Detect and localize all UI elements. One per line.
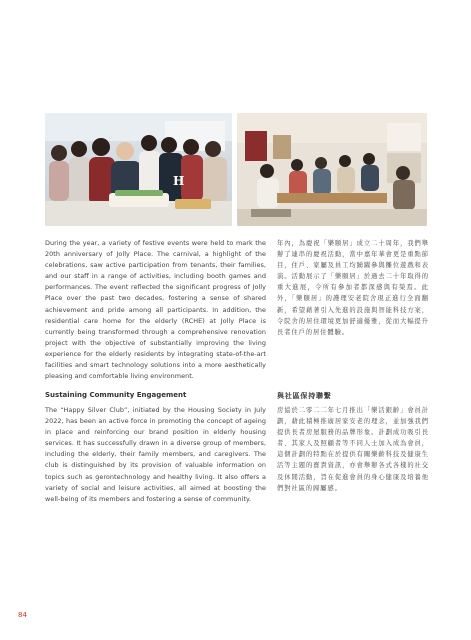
page-number: 84 (18, 611, 27, 619)
photo-celebration-cake (45, 113, 232, 226)
chinese-paragraph-club: 房協於二零二二年七月推出「樂活銀齡」會員計劃，藉此積極推廣居家安老的理念，並加強我們提供長者房屋服務的品牌形象。計劃成功吸引長者、其家人及照顧者等不同人士加入成為會員，這個計劃的特點在於提供有關樂齡科技及健康生活等主題的寶貴資訊，亦會舉辦各式各樣的社交及休閒活動，旨在促進會員的身心健康及培養他們對社區的歸屬感。 (277, 407, 429, 492)
chinese-section-heading: 與社區保持聯繫 (277, 392, 332, 400)
chinese-paragraph-anniversary: 年內，為慶祝「樂頤居」成立二十周年，我們舉辦了連串的慶祝活動，當中嘉年華會更是重點節目，住戶、家屬及員工均踴躍參與攤位遊戲和表演。活動展示了「樂頤居」於過去二十年取得的重大進展，令所有參加者都深感與有榮焉。此外，「樂頤居」的護理安老院舍現正進行全面翻新，希望藉著引入先進的設施與智能科技方案，令院舍的居住環境更加舒適優雅，從而大幅提升長者住戶的居住體驗。 (277, 240, 429, 336)
chinese-intro-column (277, 238, 429, 338)
english-community-column (45, 405, 266, 505)
photo-celebration-cake-image (45, 113, 232, 226)
chinese-community-column (277, 405, 429, 494)
english-paragraph-anniversary: During the year, a variety of festive events were held to mark the 20th anniversary of Jolly Place. The carnival, a highlight of the celebrations, saw active participation from tenants, their families, and our staff in a range of activities, including booth games and performances. The event reflected the significant progress of Jolly Place over the past two decades, fostering a sense of shared achievement and pride among all participants. In addition, the residential care home for the elderly (RCHE) at Jolly Place is currently being transformed through a comprehensive renovation project with the objective of substantially improving the living experience for the elderly residents by integrating state-of-the-art facilities and smart technology solutions into a more aesthetically pleasing and comfortable living environment. (45, 239, 266, 381)
photo-community-activity (237, 113, 427, 226)
english-intro-column (45, 238, 266, 382)
photo-community-activity-image (237, 113, 427, 226)
sign-letter: H (173, 174, 185, 188)
english-section-heading: Sustaining Community Engagement (45, 391, 187, 399)
english-paragraph-club: The “Happy Silver Club”, initiated by the Housing Society in July 2022, has been an active force in promoting the concept of ageing in place and reinforcing our brand position in elderly housing services. It has successfully drawn in a diverse group of members, including the elderly, their family members, and caregivers. The club is distinguished by its provision of valuable information on topics such as gerontechnology and healthy living. It also offers a variety of social and leisure activities, all aimed at boosting the well-being of its members and fostering a sense of community. (45, 406, 266, 503)
